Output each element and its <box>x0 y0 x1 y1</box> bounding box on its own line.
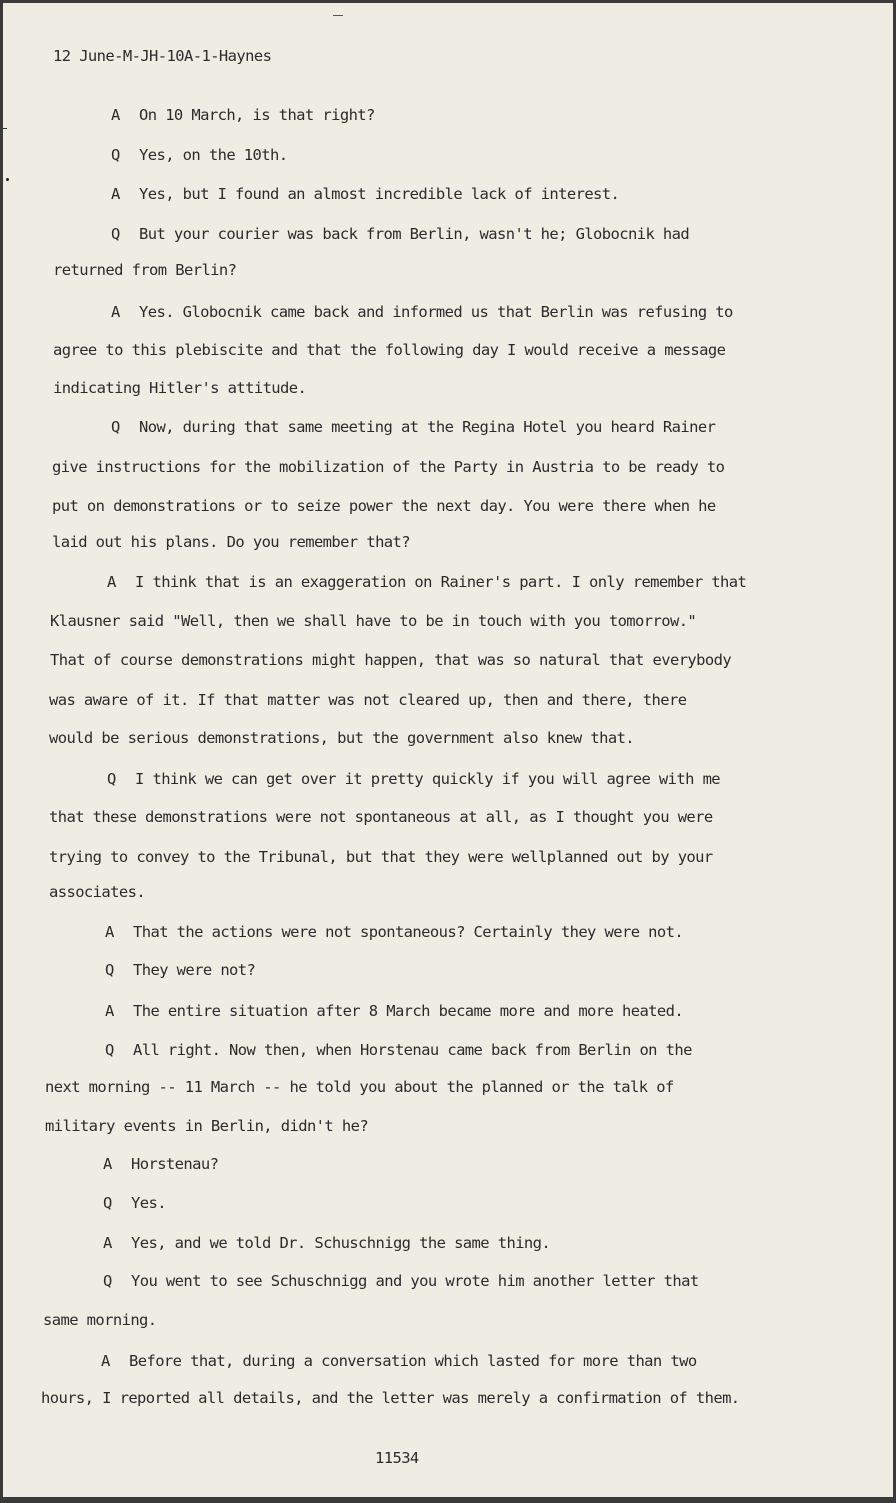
line-text: Yes. Globocnik came back and informed us that Berlin was refusing to <box>139 303 733 321</box>
line-text: give instructions for the mobilization of the Party in Austria to be ready to <box>52 458 725 476</box>
line-text: associates. <box>49 883 146 901</box>
transcript-turn <box>111 225 689 243</box>
transcript-turn <box>105 961 255 979</box>
speaker-label: Q <box>105 961 114 979</box>
transcript-turn <box>111 106 375 124</box>
transcript-line <box>50 612 696 630</box>
line-text: next morning -- 11 March -- he told you about the planned or the talk of <box>45 1078 674 1096</box>
line-text: That of course demonstrations might happen, that was so natural that everybody <box>50 651 732 669</box>
transcript-line <box>53 379 306 397</box>
line-text: Klausner said "Well, then we shall have to be in touch with you tomorrow." <box>50 612 697 630</box>
line-text: hours, I reported all details, and the letter was merely a confirmation of them. <box>41 1389 740 1407</box>
transcript-turn <box>111 185 619 203</box>
line-text: was aware of it. If that matter was not cleared up, then and there, there <box>49 691 687 709</box>
speaker-label: Q <box>107 770 116 788</box>
transcript-line <box>49 691 686 709</box>
transcript-turn <box>103 1234 550 1252</box>
line-text: All right. Now then, when Horstenau came back from Berlin on the <box>133 1041 692 1059</box>
transcript-turn <box>105 923 683 941</box>
line-text: would be serious demonstrations, but the government also knew that. <box>49 729 635 747</box>
transcript-line <box>52 533 410 551</box>
speaker-label: Q <box>111 418 120 436</box>
line-text: Now, during that same meeting at the Regina Hotel you heard Rainer <box>139 418 716 436</box>
line-text: same morning. <box>43 1311 157 1329</box>
speaker-label: Q <box>111 225 120 243</box>
transcript-line <box>50 651 731 669</box>
speaker-label: A <box>105 1002 114 1020</box>
transcript-line <box>43 1311 157 1329</box>
line-text: They were not? <box>133 961 256 979</box>
line-text: Yes, and we told Dr. Schuschnigg the same thing. <box>131 1234 551 1252</box>
transcript-line <box>52 458 724 476</box>
speaker-label: A <box>101 1352 110 1370</box>
line-text: laid out his plans. Do you remember that? <box>52 533 411 551</box>
line-text: indicating Hitler's attitude. <box>53 379 307 397</box>
transcript-turn <box>105 1002 683 1020</box>
speaker-label: A <box>111 303 120 321</box>
page-header: 12 June-M-JH-10A-1-Haynes <box>53 47 272 65</box>
line-text: I think that is an exaggeration on Rainer's part. I only remember that <box>135 573 747 591</box>
transcript-turn <box>107 573 746 591</box>
speaker-label: Q <box>105 1041 114 1059</box>
speaker-label: Q <box>103 1272 112 1290</box>
transcript-turn <box>105 1041 692 1059</box>
transcript-line <box>45 1117 368 1135</box>
line-text: But your courier was back from Berlin, wasn't he; Globocnik had <box>139 225 690 243</box>
line-text: military events in Berlin, didn't he? <box>45 1117 369 1135</box>
speaker-label: A <box>103 1155 112 1173</box>
line-text: I think we can get over it pretty quickly if you will agree with me <box>135 770 721 788</box>
line-text: that these demonstrations were not spontaneous at all, as I thought you were <box>49 808 713 826</box>
transcript-line <box>45 1078 674 1096</box>
transcript-turn <box>111 303 733 321</box>
margin-dot <box>6 178 9 181</box>
line-text: Horstenau? <box>131 1155 219 1173</box>
transcript-turn <box>103 1194 166 1212</box>
line-text: You went to see Schuschnigg and you wrote him another letter that <box>131 1272 699 1290</box>
transcript-turn <box>111 418 715 436</box>
transcript-line <box>49 729 634 747</box>
transcript-turn <box>111 146 287 164</box>
line-text: put on demonstrations or to seize power the next day. You were there when he <box>52 497 716 515</box>
transcript-turn <box>103 1155 218 1173</box>
transcript-line <box>49 848 713 866</box>
transcript-line <box>52 497 716 515</box>
line-text: Yes, but I found an almost incredible lack of interest. <box>139 185 620 203</box>
line-text: On 10 March, is that right? <box>139 106 375 124</box>
document-page <box>3 3 893 1497</box>
transcript-turn <box>101 1352 697 1370</box>
speaker-label: Q <box>103 1194 112 1212</box>
speaker-label: A <box>105 923 114 941</box>
speaker-label: A <box>103 1234 112 1252</box>
transcript-line <box>53 261 236 279</box>
line-text: Before that, during a conversation which lasted for more than two <box>129 1352 697 1370</box>
transcript-line <box>41 1389 740 1407</box>
transcript-line <box>49 883 145 901</box>
line-text: The entire situation after 8 March became more and more heated. <box>133 1002 684 1020</box>
line-text: Yes. <box>131 1194 166 1212</box>
transcript-turn <box>103 1272 699 1290</box>
line-text: agree to this plebiscite and that the following day I would receive a message <box>53 341 726 359</box>
margin-tick <box>3 128 7 129</box>
transcript-turn <box>107 770 720 788</box>
page-number: 11534 <box>375 1449 419 1467</box>
scan-mark <box>333 15 343 16</box>
speaker-label: A <box>111 106 120 124</box>
transcript-line <box>53 341 725 359</box>
line-text: That the actions were not spontaneous? Certainly they were not. <box>133 923 684 941</box>
speaker-label: A <box>107 573 116 591</box>
transcript-line <box>49 808 713 826</box>
speaker-label: A <box>111 185 120 203</box>
speaker-label: Q <box>111 146 120 164</box>
line-text: Yes, on the 10th. <box>139 146 288 164</box>
line-text: trying to convey to the Tribunal, but that they were wellplanned out by your <box>49 848 713 866</box>
line-text: returned from Berlin? <box>53 261 237 279</box>
